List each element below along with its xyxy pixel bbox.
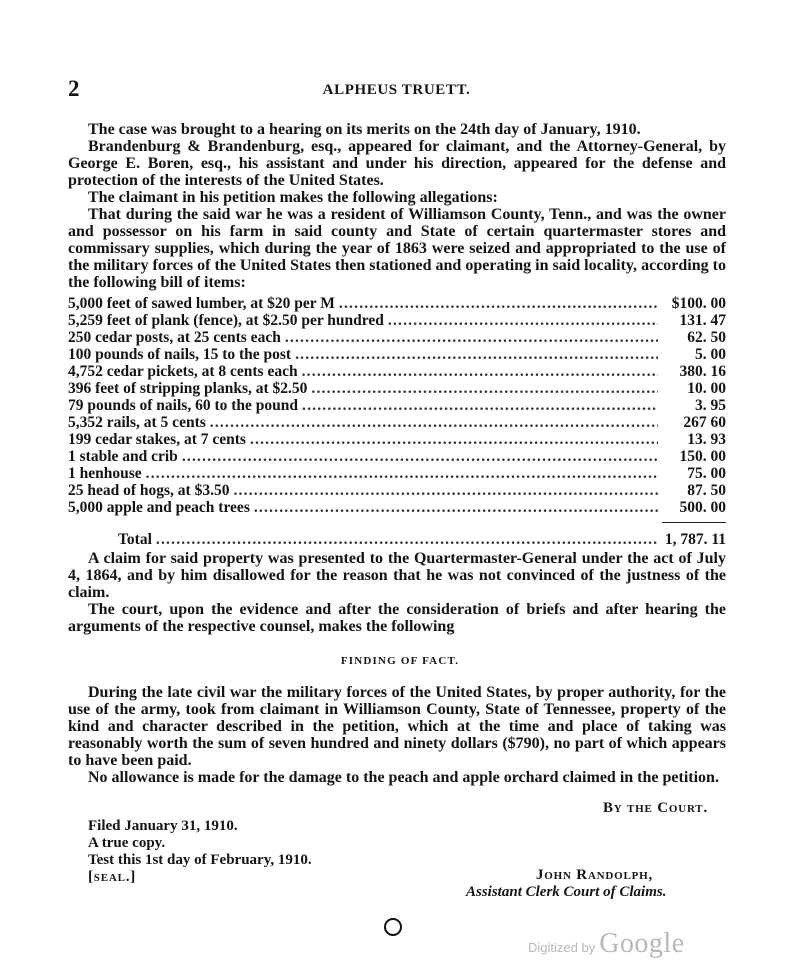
filing-notes (88, 818, 312, 886)
bill-item-row (68, 448, 726, 465)
leader-dots (182, 448, 658, 465)
leader-dots (146, 465, 658, 482)
leader-dots (285, 329, 658, 346)
finding-heading: FINDING OF FACT. (340, 655, 460, 667)
leader-dots (311, 380, 658, 397)
bill-item-row (68, 346, 726, 363)
leader-dots (156, 531, 658, 548)
item-description: 1 stable and crib (68, 448, 178, 465)
total-amount: 1, 787. 11 (664, 531, 726, 548)
claim-section (68, 550, 726, 635)
bill-item-row (68, 329, 726, 346)
by-the-court: By the Court. (602, 800, 708, 816)
bill-item-row (68, 295, 726, 312)
bill-item-row (68, 431, 726, 448)
intro-section (68, 121, 726, 291)
seal-mark: [seal.] (88, 869, 137, 885)
leader-dots (210, 414, 658, 431)
google-watermark (528, 928, 685, 960)
item-description: 199 cedar stakes, at 7 cents (68, 431, 246, 448)
item-amount: 150. 00 (679, 448, 726, 465)
item-amount: 3. 95 (695, 397, 726, 414)
intro-paragraph: Brandenburg & Brandenburg, esq., appeared for claimant, and the Attorney-General, by George E. Boren, esq., his assistant and under his direction, appeared for the defense and protection of the interests of the United States. (68, 138, 726, 189)
leader-dots (302, 397, 658, 414)
running-title: ALPHEUS TRUETT. (322, 82, 471, 98)
item-description: 5,259 feet of plank (fence), at $2.50 per hundred (68, 312, 384, 329)
item-amount: 87. 50 (687, 482, 726, 499)
leader-dots (233, 482, 658, 499)
item-amount: 267 60 (683, 414, 726, 431)
leader-dots (302, 363, 658, 380)
intro-paragraph: The case was brought to a hearing on its merits on the 24th day of January, 1910. (88, 121, 641, 138)
page-number: 2 (68, 76, 80, 101)
leader-dots (388, 312, 658, 329)
finding-section (68, 684, 726, 786)
item-description: 25 head of hogs, at $3.50 (68, 482, 230, 499)
finding-paragraph: During the late civil war the military forces of the United States, by proper authority, for the use of the army, took from claimant in Williamson County, State of Tennessee, property of the kind and character described in the petition, which at the time and place of taking was reasonably worth the sum of seven hundred and ninety dollars ($790), no part of which appears to have been paid. (68, 684, 726, 769)
clerk-title: Assistant Clerk Court of Claims. (466, 884, 667, 900)
page-ring-mark (384, 918, 402, 936)
bill-item-row (68, 482, 726, 499)
item-amount: 75. 00 (687, 465, 726, 482)
bill-item-row (68, 397, 726, 414)
bill-item-row (68, 312, 726, 329)
total-label: Total (118, 531, 152, 548)
leader-dots (254, 499, 658, 516)
google-logo: Google (599, 928, 685, 959)
filed-date: Filed January 31, 1910. (88, 818, 238, 834)
claim-paragraph: The court, upon the evidence and after the consideration of briefs and after hearing the arguments of the respective counsel, makes the following (68, 601, 726, 635)
finding-paragraph: No allowance is made for the damage to the peach and apple orchard claimed in the petition. (88, 769, 719, 786)
leader-dots (250, 431, 658, 448)
item-description: 5,000 feet of sawed lumber, at $20 per M (68, 295, 335, 312)
bill-item-row (68, 465, 726, 482)
leader-dots (295, 346, 658, 363)
item-amount: 62. 50 (687, 329, 726, 346)
item-description: 4,752 cedar pickets, at 8 cents each (68, 363, 298, 380)
item-description: 5,000 apple and peach trees (68, 499, 250, 516)
true-copy: A true copy. (88, 835, 166, 851)
item-amount: 500. 00 (679, 499, 726, 516)
item-amount: 13. 93 (687, 431, 726, 448)
item-amount: 5. 00 (695, 346, 726, 363)
item-amount: $100. 00 (671, 295, 726, 312)
bill-item-row (68, 363, 726, 380)
total-rule (662, 522, 726, 523)
bill-item-row (68, 414, 726, 431)
intro-paragraph: That during the said war he was a resident of Williamson County, Tenn., and was the owner and possessor on his farm in said county and State of certain quartermaster stores and commissary supplies, which during the year of 1863 were seized and appropriated to the use of the military forces of the United States then stationed and operating in said locality, according to the following bill of items: (68, 206, 726, 291)
item-description: 79 pounds of nails, 60 to the pound (68, 397, 298, 414)
item-description: 1 henhouse (68, 465, 142, 482)
test-date: Test this 1st day of February, 1910. (88, 852, 312, 868)
bill-of-items (68, 295, 726, 548)
claim-paragraph: A claim for said property was presented to the Quartermaster-General under the act of July 4, 1864, and by him disallowed for the reason that he was not convinced of the justness of the claim. (68, 550, 726, 601)
page-header (68, 78, 725, 102)
intro-paragraph: The claimant in his petition makes the following allegations: (88, 189, 498, 206)
item-description: 250 cedar posts, at 25 cents each (68, 329, 281, 346)
watermark-prefix: Digitized by (528, 940, 596, 955)
bill-item-row (68, 499, 726, 516)
bill-item-row (68, 380, 726, 397)
item-amount: 131. 47 (679, 312, 726, 329)
total-row (68, 531, 726, 548)
item-description: 100 pounds of nails, 15 to the post (68, 346, 292, 363)
item-amount: 380. 16 (679, 363, 726, 380)
item-description: 396 feet of stripping planks, at $2.50 (68, 380, 308, 397)
leader-dots (339, 295, 658, 312)
clerk-name: John Randolph, (536, 867, 654, 883)
item-description: 5,352 rails, at 5 cents (68, 414, 206, 431)
item-amount: 10. 00 (687, 380, 726, 397)
